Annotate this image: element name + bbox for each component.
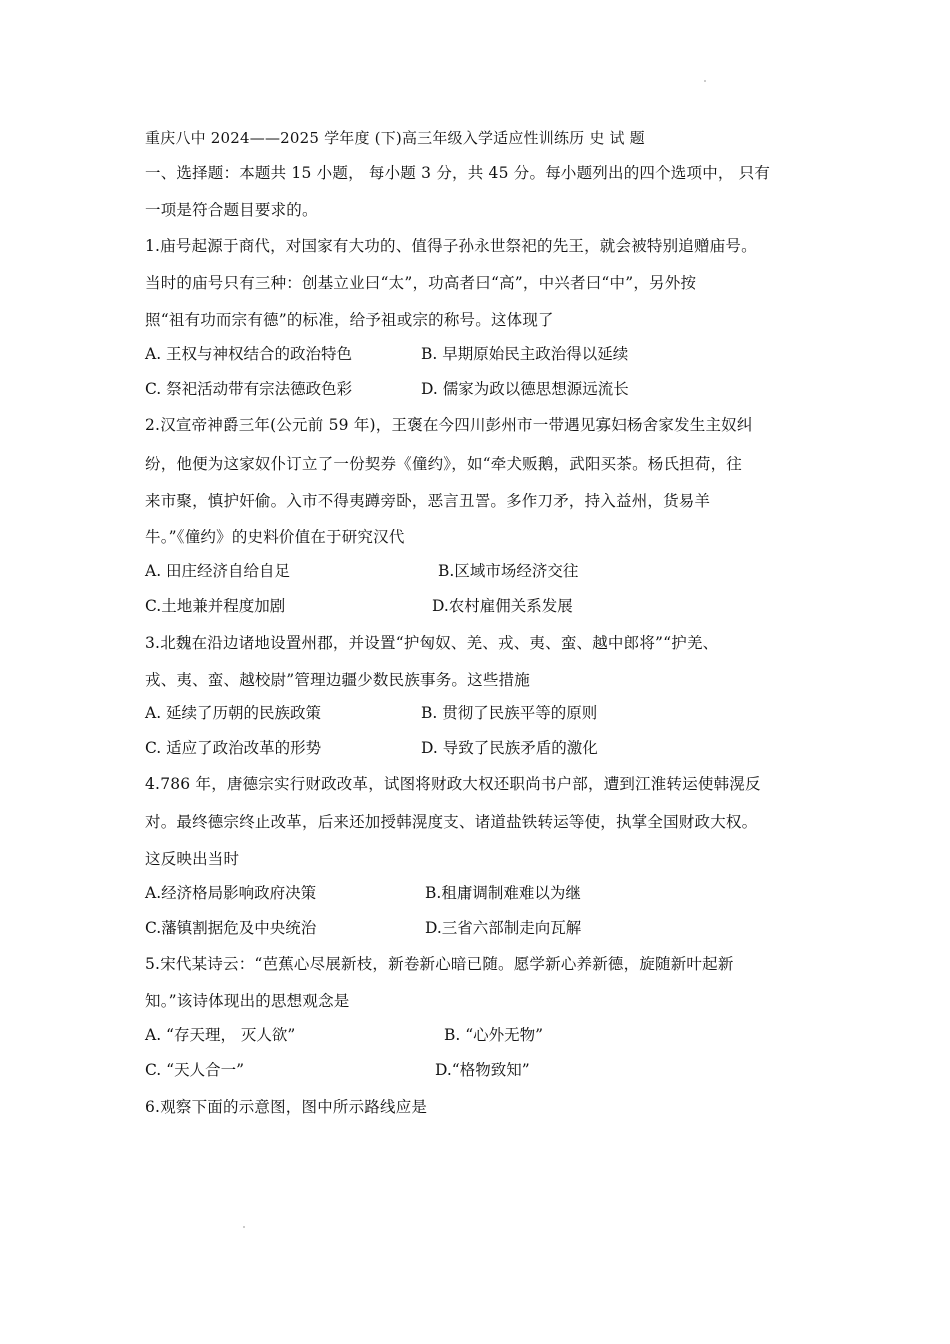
q1-stem-line-3: 照“祖有功而宗有德”的标准，给予祖或宗的称号。这体现了 (145, 311, 554, 329)
q4-stem-line-1: 4.786 年，唐德宗实行财政改革，试图将财政大权还职尚书户部，遭到江淮转运使韩滉反 (145, 775, 761, 793)
q4-stem-line-3: 这反映出当时 (145, 850, 240, 868)
q4-option-c: C.藩镇割据危及中央统治 (145, 919, 317, 937)
q2-option-c: C.土地兼并程度加剧 (145, 597, 286, 615)
q1-stem-line-2: 当时的庙号只有三种：创基立业曰“太”，功高者曰“高”，中兴者曰“中”，另外按 (145, 274, 697, 292)
q3-option-b: B. 贯彻了民族平等的原则 (421, 704, 598, 722)
q4-option-d: D.三省六部制走向瓦解 (425, 919, 582, 937)
q1-option-b: B. 早期原始民主政治得以延续 (421, 345, 629, 363)
q5-option-c: C. “天人合一” (145, 1061, 245, 1079)
q2-option-a: A. 田庄经济自给自足 (145, 562, 291, 580)
section-instructions-line-1: 一、选择题：本题共 15 小题， 每小题 3 分，共 45 分。每小题列出的四个选项中， 只有 (145, 164, 771, 182)
q4-option-b: B.租庸调制难难以为继 (425, 884, 581, 902)
q3-option-d: D. 导致了民族矛盾的激化 (421, 739, 598, 757)
q1-option-c: C. 祭祀活动带有宗法德政色彩 (145, 380, 353, 398)
q2-stem-line-4: 牛。”《僮约》的史料价值在于研究汉代 (145, 528, 405, 546)
q1-option-d: D. 儒家为政以德思想源远流长 (421, 380, 629, 398)
q4-option-a: A.经济格局影响政府决策 (145, 884, 317, 902)
q5-option-b: B. “心外无物” (444, 1026, 544, 1044)
q2-stem-line-1: 2.汉宣帝神爵三年(公元前 59 年)，王褒在今四川彭州市一带遇见寡妇杨舍家发生主奴纠 (145, 416, 753, 434)
exam-title: 重庆八中 2024——2025 学年度 (下)高三年级入学适应性训练历 史 试 题 (145, 129, 645, 147)
q3-stem-line-2: 戎、夷、蛮、越校尉”管理边疆少数民族事务。这些措施 (145, 671, 530, 689)
q3-option-c: C. 适应了政治改革的形势 (145, 739, 322, 757)
scan-speck (243, 1226, 245, 1228)
q1-stem-line-1: 1.庙号起源于商代，对国家有大功的、值得子孙永世祭祀的先王，就会被特别追赠庙号。 (145, 237, 757, 255)
q5-option-d: D.“格物致知” (435, 1061, 530, 1079)
q3-option-a: A. 延续了历朝的民族政策 (145, 704, 322, 722)
q3-stem-line-1: 3.北魏在沿边诸地设置州郡，并设置“护匈奴、羌、戎、夷、蛮、越中郎将”“护羌、 (145, 634, 719, 652)
q5-stem-line-1: 5.宋代某诗云：“芭蕉心尽展新枝，新卷新心暗已随。愿学新心养新德，旋随新叶起新 (145, 955, 734, 973)
q4-stem-line-2: 对。最终德宗终止改革，后来还加授韩滉度支、诸道盐铁转运等使，执掌全国财政大权。 (145, 813, 758, 831)
q2-option-b: B.区域市场经济交往 (438, 562, 579, 580)
q1-option-a: A. 王权与神权结合的政治特色 (145, 345, 353, 363)
q6-stem-line-1: 6.观察下面的示意图，图中所示路线应是 (145, 1098, 428, 1116)
q2-option-d: D.农村雇佣关系发展 (432, 597, 573, 615)
q2-stem-line-2: 纷，他便为这家奴仆订立了一份契券《僮约》，如“牵犬贩鹅，武阳买茶。杨氏担荷，往 (145, 455, 742, 473)
q2-stem-line-3: 来市聚，慎护奸偷。入市不得夷蹲旁卧，恶言丑詈。多作刀矛，持入益州，货易羊 (145, 492, 711, 510)
section-instructions-line-2: 一项是符合题目要求的。 (145, 201, 318, 219)
scan-speck (704, 80, 706, 82)
q5-option-a: A. “存天理， 灭人欲” (145, 1026, 296, 1044)
q5-stem-line-2: 知。”该诗体现出的思想观念是 (145, 992, 350, 1010)
